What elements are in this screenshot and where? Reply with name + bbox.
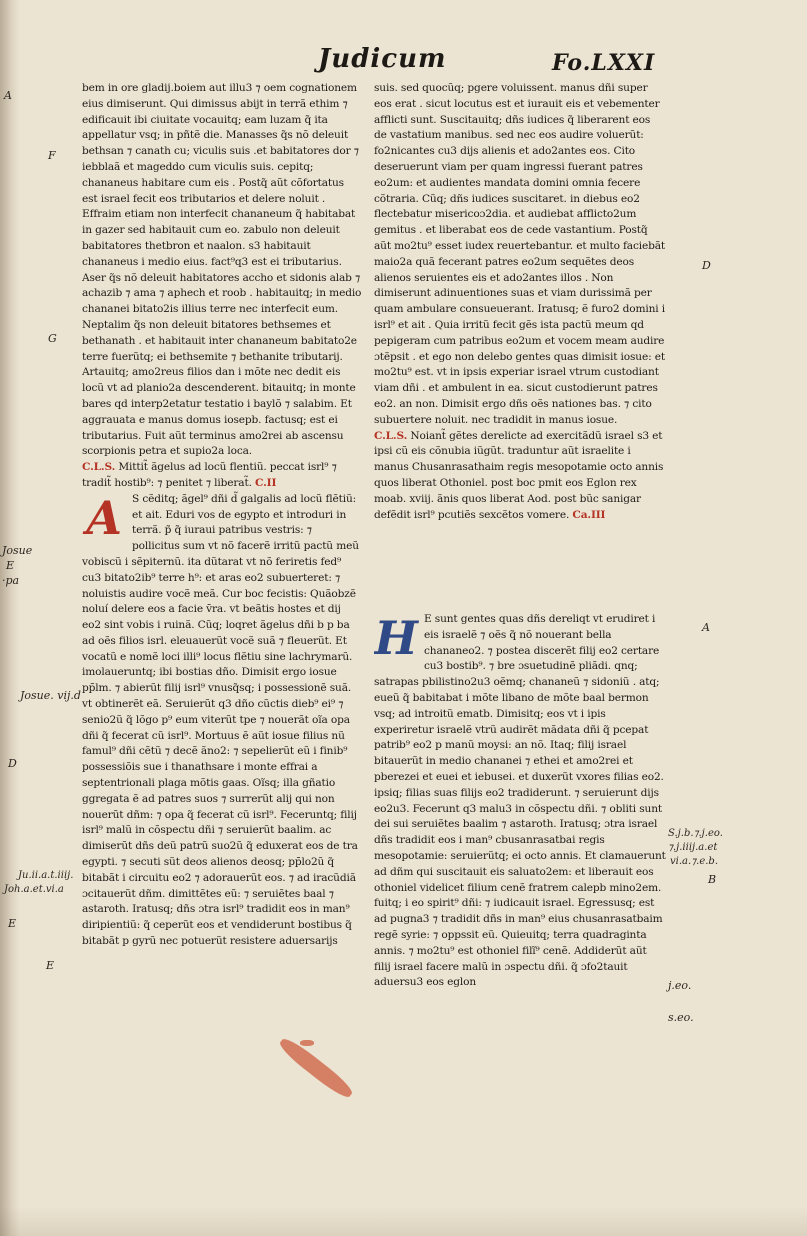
margin-note: vi.a.⁊.e.b.: [670, 856, 718, 867]
margin-letter: F: [48, 149, 56, 162]
left-paragraph-3: [82, 492, 362, 950]
margin-note: E: [6, 559, 15, 572]
red-stain: [276, 1035, 355, 1102]
margin-letter: B: [708, 873, 717, 886]
margin-letter: A: [4, 89, 12, 102]
margin-letter: A: [702, 621, 710, 634]
margin-note: ·pa: [2, 574, 20, 587]
margin-note: Josue. vij.d: [20, 689, 81, 702]
margin-letter: E: [8, 917, 17, 930]
right-paragraph-3: [374, 612, 666, 991]
chapter-summary-text: Mittit̃ ãgelus ad locũ flentiũ. peccat isrl⁹ ⁊ tradit̃ hostib⁹: ⁊ penitet ⁊ liberat̃.: [82, 461, 337, 489]
margin-note: Joh.a.et.vi.a: [4, 884, 64, 895]
chapter-summary-text: Noiant̃ gẽtes derelicte ad exercitãdũ israel s3 et ipsi cũ eis cõnubia iũgũt. traduntur aũt israelite i manus Chusanrasathaim regis mesopotamie octo annis quos liberat Othoniel. post boc pmit eos Eglon rex moab. xviij. ãnis quos liberat Aod. post bũc sanigar defẽdit isrl⁹ pcutiẽs sexcẽtos vomere.: [374, 429, 664, 521]
rubric-marker: C.L.S.: [82, 461, 116, 474]
left-paragraph-1: bem in ore gladij.boiem aut illu3 ⁊ oem cognationem eius dimiserunt. Qui dimissus abijt in terrã ethim ⁊ edificauit ibi ciuitate vocauitq; eam luzam q̃ ita appellatur vsq; in pñtẽ die. Manasses q̃s nõ deleuit bethsan ⁊ canath cu; viculis suis .et babitatores dor ⁊ iebblaã et mageddo cum viculis suis. cepitq; chananeus habitare cum eis . Postq̃ aũt cõfortatus est israel fecit eos tributarios et delere noluit . Effraim etiam non interfecit chananeum q̃ habitabat in gazer sed habitauit cum eo. zabulo non deleuit babitatores thetbron et naalon. s3 habitauit chananeus i medio eius. fact⁹q3 est ei tributarius. Aser q̃s nõ deleuit habitatores accho et sidonis alab ⁊ achazib ⁊ ama ⁊ aphech et roob . habitauitq; in medio chananei bitato2is illius terre nec interfecit eum. Neptalim q̃s non deleuit bitatores bethsemes et bethanath . et habitauit inter chananeum babitato2e terre fuerũtq; ei bethsemite ⁊ bethanite tributarij. Artauitq; amo2reus filios dan i mõte nec dedit eis locũ vt ad planio2a descenderent. bitauitq; in monte bares qd interp2etatur testatio i baylõ ⁊ salabim. Et aggrauata e manus domus iosepb. factusq; est ei tributarius. Fuit aũt terminus amo2rei ab ascensu scorpionis petra et supio2a loca.: [82, 82, 362, 458]
rubric-marker: C.L.S.: [374, 429, 408, 442]
folio-number: Fo.LXXI: [552, 50, 656, 76]
decorated-initial-h: H: [374, 612, 418, 665]
margin-note: s.eo.: [668, 1011, 694, 1024]
chapter-mark: Ca.III: [572, 508, 606, 521]
margin-note: ⁊.j.iiij.a.et: [668, 842, 718, 853]
margin-note: S.j.b.⁊.j.eo.: [668, 828, 723, 839]
right-text-column-lower: [374, 612, 666, 1032]
margin-note: Josue: [2, 544, 33, 557]
margin-note: Ju.ii.a.t.iiij.: [18, 870, 74, 881]
margin-note: j.eo.: [668, 979, 692, 992]
page-shadow: [0, 1206, 807, 1236]
chapter-mark: C.II: [255, 476, 277, 489]
right-text-column-upper: [374, 81, 666, 586]
right-paragraph-3-text: E sunt gentes quas dñs dereliqt vt erudiret i eis israelẽ ⁊ oẽs q̃ nõ nouerant bella chananeo2. ⁊ postea discerẽt filij eo2 certare cu3 bostib⁹. ⁊ bre ɔsuetudinẽ pliãdi. qnq; satrapas pbilistino2u3 oẽmq; chananeũ ⁊ sidoniũ . atq; eueũ q̃ babitabat i mõte libano de mõte baal bermon vsq; ad introitũ ematb. Dimisitq; eos vt i ipis experiretur israelẽ vtrũ audirẽt mãdata dñi q̃ pcepat patrib⁹ eo2 p manũ moysi: an nõ. Itaq; filij israel bitauerũt in medio chananei ⁊ ethei et amo2rei et pberezei et euei et iebusei. et duxerũt vxores filias eo2. ipsiq; filias suas filijs eo2 tradiderunt. ⁊ seruierunt dijs eo2u3. Fecerunt q3 malu3 in cõspectu dñi. ⁊ obliti sunt dei sui seruiẽtes baalim ⁊ astaroth. Iratusq; ɔtra israel dñs tradidit eos i man⁹ cbusanrasatbai regis mesopotamie: seruierũtq; ei octo annis. Et clamauerunt ad dñm qui suscitauit eis saluato2em: et liberauit eos othoniel videlicet filium cenẽ fratrem calepb mino2em. fuitq; i eo spirit⁹ dñi: ⁊ iudicauit israel. Egressusq; est ad pugna3 ⁊ tradidit dñs in man⁹ eius chusanrasatbaim regẽ syrie: ⁊ oppssit eũ. Quieuitq; terra quadraginta annis. ⁊ mo2tu⁹ est othoniel filĩ⁹ cenẽ. Addiderũt aũt filij israel facere malũ in ɔspectu dñi. q̃ ɔfo2tauit aduersu3 eos eglon: [374, 613, 666, 989]
chapter-summary-left: [82, 460, 362, 492]
left-paragraph-3-text: S cẽditq; ãgel⁹ dñi d̃ galgalis ad locũ flẽtiũ: et ait. Eduri vos de egypto et introduri in terrã. p̃ q̃ iuraui patribus vestris: ⁊ pollicitus sum vt nõ facerẽ irritũ pactũ meũ vobiscũ i sẽpiternũ. ita dũtarat vt nõ feriretis fed⁹ cu3 bitato2ib⁹ terre h⁹: et aras eo2 subuerteret: ⁊ noluistis audire vocẽ meã. Cur boc fecistis: Quãobzẽ noluí delere eos a facie v̄ra. vt beãtis hostes et dij eo2 sint vobis i ruinã. Cũq; loqret ãgelus dñi b p ba ad oẽs filios isrl. eleuauerũt vocẽ suã ⁊ fleuerũt. Et vocatũ e nomẽ loci illi⁹ locus flẽtiu sine lachrymarũ. imolaueruntq; ibi bostias dño. Dimisit ergo iosue pp̄lm. ⁊ abierũt filij isrl⁹ vnusq̃sq; i possessionẽ suã. vt obtinerẽt eã. Seruierũt q3 dño cũctis dieb⁹ ei⁹ ⁊ senio2ũ q̃ lõgo p⁹ eum viterũt tpe ⁊ nouerãt oĩa opa dñi q̃ fecerat cũ isrl⁹. Mortuus ẽ aũt iosue filius nũ famul⁹ dñi cẽtũ ⁊ decẽ ãno2: ⁊ sepelierũt eũ i finib⁹ possessiõis sue i thanathsare i monte effrai a septentrionali plaga mõtis gaas. Oĩsq; illa gñatio ggregata ẽ ad patres suos ⁊ surrerũt alij qui non nouerũt dñm: ⁊ opa q̃ fecerat cũ isrl⁹. Feceruntq; filij isrl⁹ malũ in cõspectu dñi ⁊ seruierũt baalim. ac dimiserũt dñs deũ patrũ suo2ũ q̃ eduxerat eos de tra egypti. ⁊ secuti sũt deos alienos deosq; pp̄lo2ũ q̃ bitabãt i circuitu eo2 ⁊ adorauerũt eos. ⁊ ad iracũdiã ɔcitauerũt dñm. dimittẽtes eũ: ⁊ seruiẽtes baal ⁊ astaroth. Iratusq; dñs ɔtra isrl⁹ tradidit eos in man⁹ diripientiũ: q̃ ceperũt eos et vendiderunt bostibus q̃ bitabãt p gyrũ nec potuerũt resistere aduersarijs: [82, 492, 359, 948]
red-stain-small: [300, 1040, 314, 1046]
running-title: Judicum: [318, 44, 447, 74]
margin-letter: E: [46, 959, 55, 972]
binding-gutter: [0, 0, 20, 1236]
left-text-column: [82, 81, 362, 1021]
decorated-initial-a: A: [86, 490, 122, 545]
right-paragraph-1: suis. sed quocũq; pgere voluissent. manus dñi super eos erat . sicut locutus est et iurauit eis et vebementer afflicti sunt. Suscitauitq; dñs iudices q̃ liberarent eos de vastatium manibus. sed nec eos audire voluerũt: fo2nicantes cu3 dijs alienis et ado2antes eos. Cito deseruerunt viam per quam ingressi fuerant patres eo2um: et audientes mandata domini omnia fecere cõtraria. Cũq; dñs iudices suscitaret. in diebus eo2 flectebatur misericoɔ2dia. et audiebat afflicto2um gemitus . et liberabat eos de cede vastantium. Postq̃ aũt mo2tu⁹ esset iudex reuertebantur. et multo faciebãt maio2a quã fecerant patres eo2um sequẽtes deos alienos seruientes eis et ado2antes illos . Non dimiserunt adinuentiones suas et viam durissimã per quam ambulare consueuerant. Iratusq; ẽ furo2 domini i isrl⁹ et ait . Quia irritũ fecit gẽs ista pactũ meum qd pepigeram cum patribus eo2um et vocem meam audire ɔtẽpsit . et ego non delebo gentes quas dimisit iosue: et mo2tu⁹ est. vt in ipsis experiar israel vtrum custodiant viam dñi . et ambulent in ea. sicut custodierunt patres eo2. an non. Dimisit ergo dñs oẽs nationes bas. ⁊ cito subuertere noluit. nec tradidit in manus iosue.: [374, 82, 665, 426]
margin-letter: D: [702, 259, 711, 272]
chapter-summary-right: [374, 429, 666, 524]
margin-letter: D: [8, 757, 17, 770]
margin-letter: G: [48, 332, 57, 345]
